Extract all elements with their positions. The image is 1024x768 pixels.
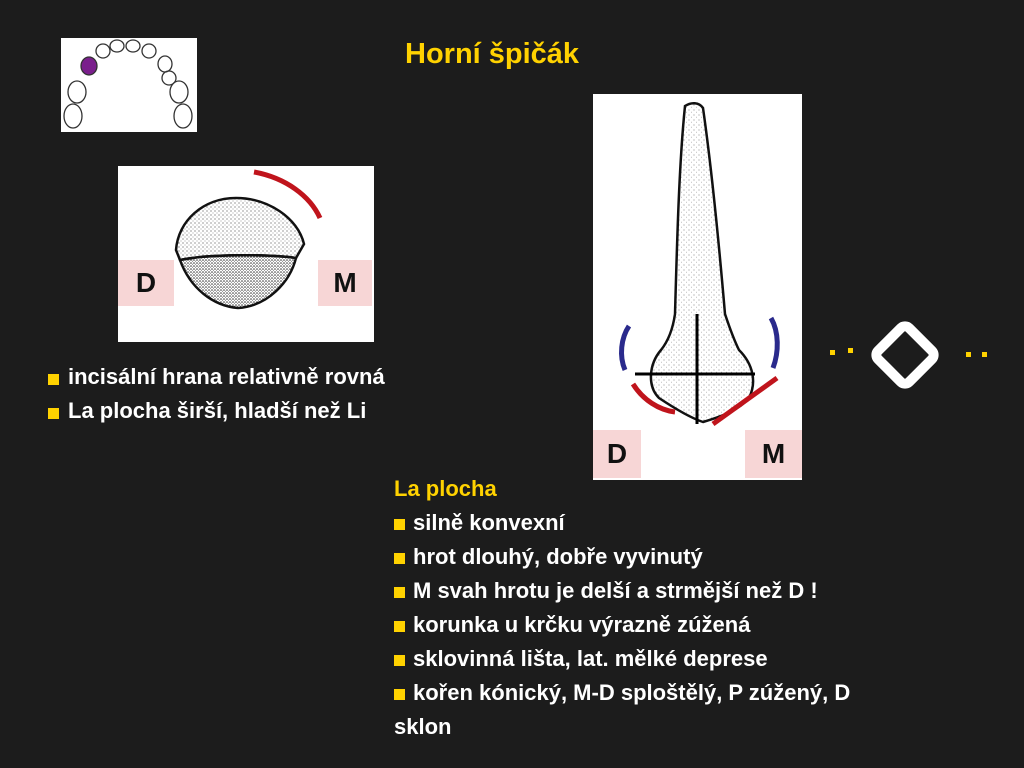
crown-feature-list <box>48 360 385 428</box>
slide-title: Horní špičák <box>405 38 580 70</box>
list-item: M svah hrotu je delší a strmější než D ! <box>394 574 994 608</box>
bullet-icon <box>394 655 405 666</box>
labial-surface-section <box>394 472 994 744</box>
dental-arch-diagram <box>61 38 197 132</box>
list-item: sklovinná lišta, lat. mělké deprese <box>394 642 994 676</box>
list-item: korunka u krčku výrazně zúžená <box>394 608 994 642</box>
decorative-diamond-icon <box>820 310 1000 406</box>
dental-arch-thumbnail <box>61 38 197 132</box>
list-item: kořen kónický, M-D sploštělý, P zúžený, D sklon <box>394 680 851 739</box>
mesial-label: M <box>745 430 802 478</box>
bullet-icon <box>394 689 405 700</box>
bullet-icon <box>48 374 59 385</box>
bullet-icon <box>48 408 59 419</box>
list-item: silně konvexní <box>394 506 994 540</box>
mesial-contour-mark <box>771 318 777 368</box>
mesial-label: M <box>318 260 372 306</box>
bullet-icon <box>394 519 405 530</box>
list-item: La plocha širší, hladší než Li <box>48 394 385 428</box>
distal-label: D <box>118 260 174 306</box>
list-item: hrot dlouhý, dobře vyvinutý <box>394 540 994 574</box>
occlusal-view-panel <box>118 166 374 342</box>
list-item: incisální hrana relativně rovná <box>48 360 385 394</box>
bullet-icon <box>394 553 405 564</box>
section-heading: La plocha <box>394 476 497 501</box>
canine-labial-drawing <box>593 94 802 480</box>
bullet-icon <box>394 621 405 632</box>
labial-view-panel <box>593 94 802 480</box>
highlighted-canine <box>81 57 97 75</box>
canine-occlusal-drawing <box>118 166 374 342</box>
distal-contour-mark <box>622 326 629 370</box>
distal-label: D <box>593 430 641 478</box>
bullet-icon <box>394 587 405 598</box>
